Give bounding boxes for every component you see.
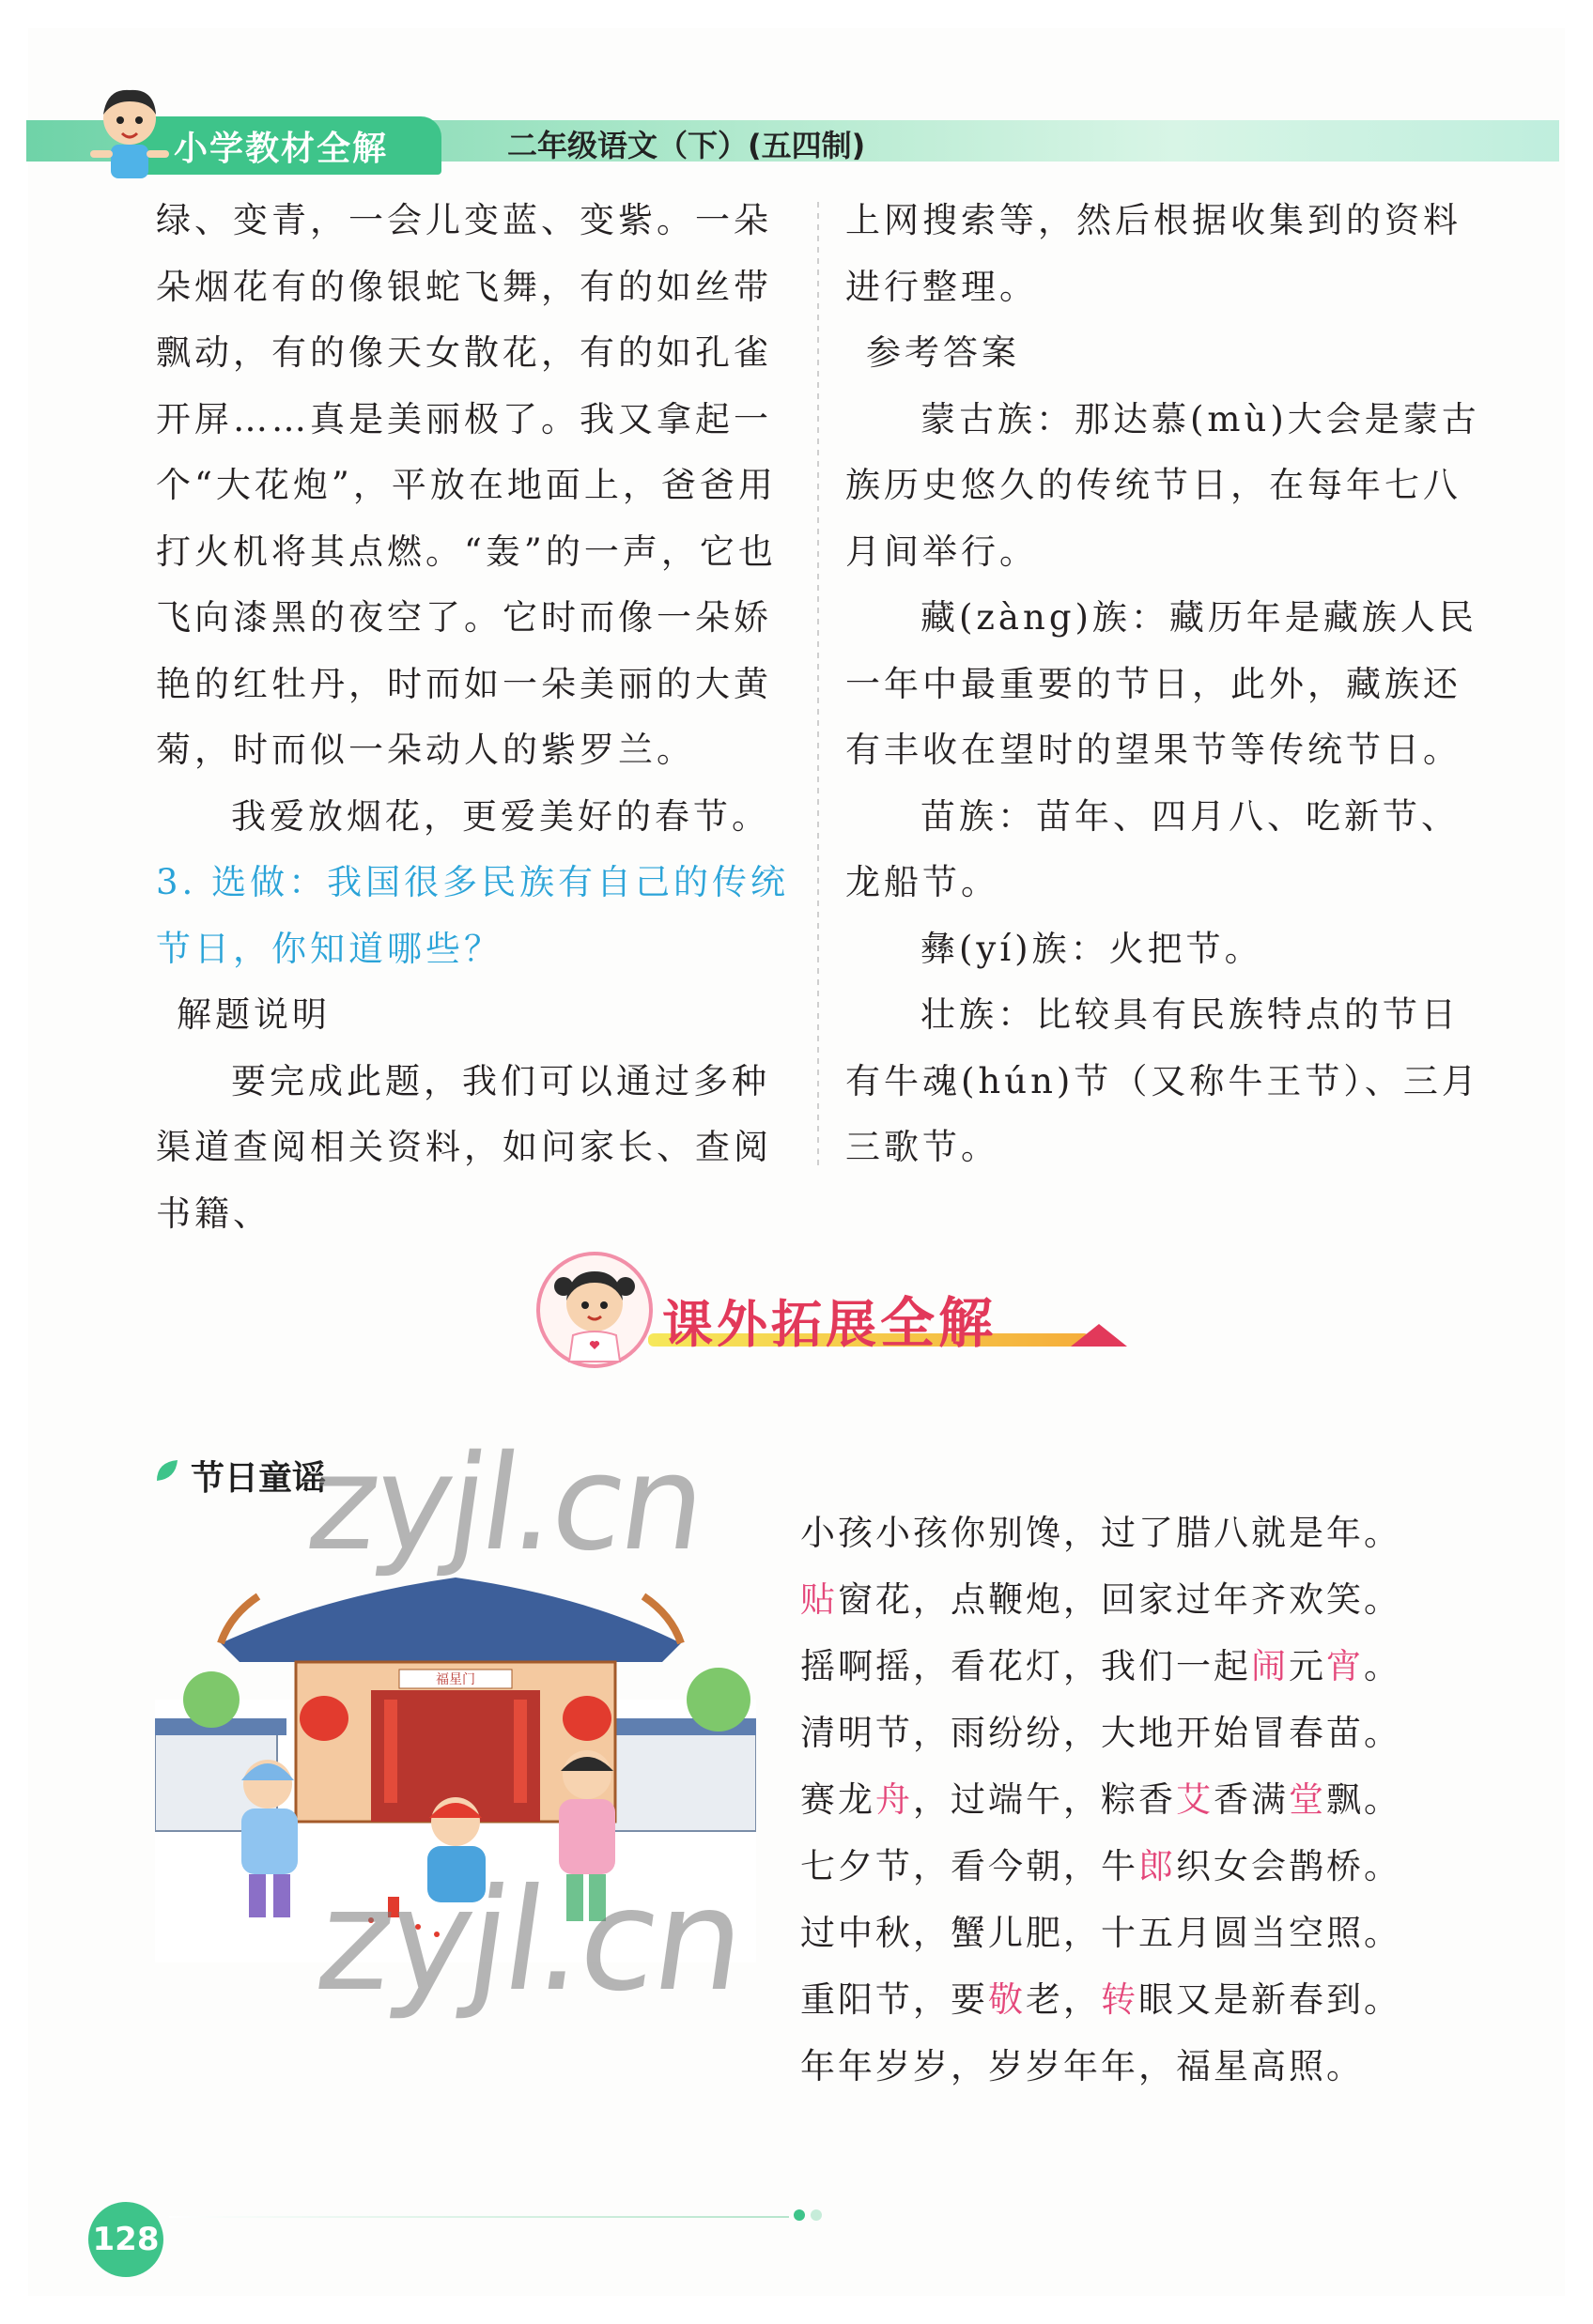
rhyme-text: 清明节，雨纷纷，大地开始冒春苗。 <box>800 1713 1401 1753</box>
rhyme-line <box>800 2033 1439 2100</box>
page-number: 128 <box>88 2202 163 2277</box>
rhyme-text: 老， <box>1026 1979 1101 2020</box>
banner-arrow-icon <box>1071 1324 1127 1347</box>
explanation-text: 要完成此题，我们可以通过多种渠道查阅相关资料，如问家长、查阅书籍、 <box>156 1060 772 1234</box>
watermark: zyjl.cn <box>299 1427 712 1580</box>
footer-dots <box>794 2207 827 2224</box>
book-title: 二年级语文（下）(五四制) <box>507 128 866 163</box>
rhyme-line <box>800 1966 1439 2033</box>
answer-tibetan: 藏(zàng)族：藏历年是藏族人民一年中最重要的节日，此外，藏族还有丰收在望时的望果节等传统节日。 <box>845 597 1477 770</box>
left-column <box>156 188 804 1247</box>
rhyme-line <box>800 1566 1439 1633</box>
rhyme-text: 元 <box>1289 1646 1326 1686</box>
section-title: 课外拓展全解 <box>662 1291 998 1355</box>
rhyme-text: 七夕节，看今朝，牛 <box>800 1846 1138 1886</box>
rhyme-line <box>800 1633 1439 1700</box>
boy-mascot-icon <box>83 81 177 182</box>
girl-mascot-icon <box>534 1249 656 1371</box>
rhyme-text: 年年岁岁，岁岁年年，福星高照。 <box>800 2046 1364 2086</box>
rhyme-text: 眼又是新春到。 <box>1138 1979 1401 2020</box>
rhyme-text: 。 <box>1364 1646 1401 1686</box>
highlighted-char: 堂 <box>1289 1779 1326 1820</box>
watermark: zyjl.cn <box>307 1859 752 2023</box>
rhyme-text: 香满 <box>1214 1779 1289 1820</box>
highlighted-char: 敬 <box>988 1979 1026 2020</box>
rhyme-text: 重阳节，要 <box>800 1979 988 2020</box>
rhyme-line <box>800 1833 1439 1900</box>
highlighted-char: 舟 <box>875 1779 913 1820</box>
answer-mongol: 蒙古族：那达慕(mù)大会是蒙古族历史悠久的传统节日，在每年七八月间举行。 <box>845 398 1480 572</box>
rhyme-text: 织女会鹊桥。 <box>1176 1846 1401 1886</box>
rhyme-line <box>800 1900 1439 1966</box>
highlighted-char: 艾 <box>1176 1779 1214 1820</box>
answer-zhuang: 壮族：比较具有民族特点的节日有牛魂(hún)节（又称牛王节）、三月三歌节。 <box>845 994 1480 1167</box>
rhyme-line <box>800 1766 1439 1833</box>
column-divider <box>817 202 819 1169</box>
rhyme-text: 摇啊摇，看花灯，我们一起 <box>800 1646 1251 1686</box>
brand-title: 小学教材全解 <box>174 130 389 168</box>
answer-miao: 苗族：苗年、四月八、吃新节、龙船节。 <box>845 795 1460 902</box>
door-sign: 福星门 <box>436 1672 475 1687</box>
rhyme-text: 过中秋，蟹儿肥，十五月圆当空照。 <box>800 1913 1401 1953</box>
essay-closing: 我爱放烟花，更爱美好的春节。 <box>231 795 770 837</box>
leaf-icon <box>155 1458 179 1483</box>
right-column <box>845 188 1493 1181</box>
highlighted-char: 闹 <box>1251 1646 1289 1686</box>
rhyme-poem <box>800 1500 1439 2100</box>
answer-yi: 彝(yí)族：火把节。 <box>920 928 1263 969</box>
rhyme-line <box>800 1500 1439 1566</box>
rhyme-line <box>800 1700 1439 1766</box>
rhyme-text: 小孩小孩你别馋，过了腊八就是年。 <box>800 1513 1401 1553</box>
rhyme-text: 赛龙 <box>800 1779 875 1820</box>
highlighted-char: 宵 <box>1326 1646 1364 1686</box>
answer-tag: 参考答案 <box>845 320 1041 387</box>
highlighted-char: 转 <box>1101 1979 1138 2020</box>
rhyme-text: ，过端午，粽香 <box>913 1779 1176 1820</box>
question-3: 3. 选做：我国很多民族有自己的传统节日，你知道哪些？ <box>156 862 790 969</box>
essay-paragraph: 绿、变青，一会儿变蓝、变紫。一朵朵烟花有的像银蛇飞舞，有的如丝带飘动，有的像天女散花，有的如孔雀开屏……真是美丽极了。我又拿起一个“大花炮”，平放在地面上，爸爸用打火机将其点燃。“轰”的一声，它也飞向漆黑的夜空了。它时而像一朵娇艳的红牡丹，时而如一朵美丽的大黄菊，时而似一朵动人的紫罗兰。 <box>156 200 777 770</box>
rhyme-title: 节日童谣 <box>191 1459 327 1498</box>
highlighted-char: 贴 <box>800 1579 838 1620</box>
highlighted-char: 郎 <box>1138 1846 1176 1886</box>
explanation-tag: 解题说明 <box>156 982 351 1049</box>
footer-line <box>169 2216 789 2218</box>
rhyme-text: 窗花，点鞭炮，回家过年齐欢笑。 <box>838 1579 1401 1620</box>
explanation-continued: 上网搜索等，然后根据收集到的资料进行整理。 <box>845 200 1462 307</box>
rhyme-text: 飘。 <box>1326 1779 1401 1820</box>
